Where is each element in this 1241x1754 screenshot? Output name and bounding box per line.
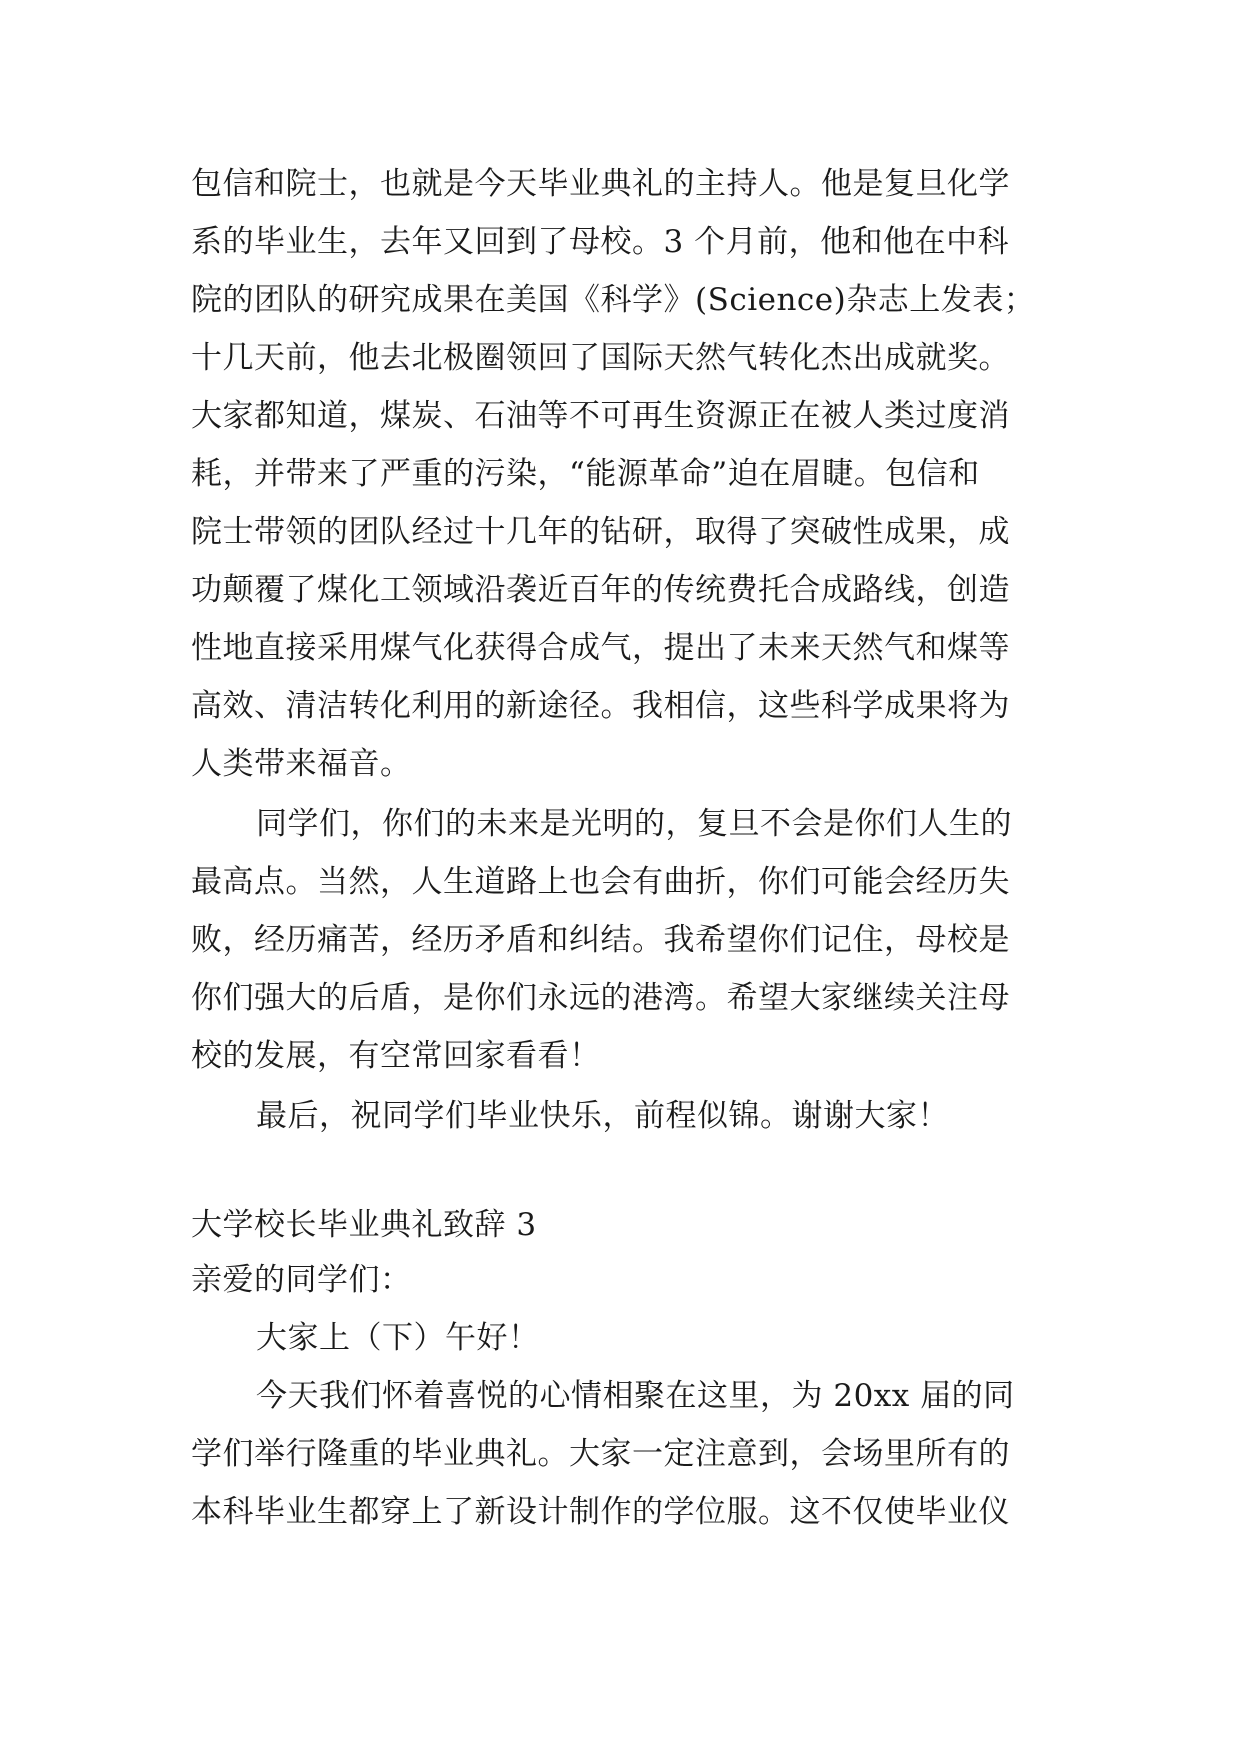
greeting-line: 大家上（下）午好！ <box>256 1320 540 1356</box>
body-text-line: 院的团队的研究成果在美国《科学》(Science)杂志上发表； <box>191 282 1036 318</box>
body-text-line: 败，经历痛苦，经历矛盾和纠结。我希望你们记住，母校是 <box>191 922 1010 958</box>
body-text-line: 大家都知道，煤炭、石油等不可再生资源正在被人类过度消 <box>191 398 1010 434</box>
body-text-line: 学们举行隆重的毕业典礼。大家一定注意到，会场里所有的 <box>191 1436 1010 1472</box>
body-text-line: 高效、清洁转化利用的新途径。我相信，这些科学成果将为 <box>191 688 1010 724</box>
body-text-line: 最高点。当然，人生道路上也会有曲折，你们可能会经历失 <box>191 864 1010 900</box>
body-text-line: 功颠覆了煤化工领域沿袭近百年的传统费托合成路线，创造 <box>191 572 1010 608</box>
body-text-line: 包信和院士，也就是今天毕业典礼的主持人。他是复旦化学 <box>191 166 1010 202</box>
body-text-line: 校的发展，有空常回家看看！ <box>191 1038 601 1074</box>
body-text-line: 本科毕业生都穿上了新设计制作的学位服。这不仅使毕业仪 <box>191 1494 1010 1530</box>
paragraph-first-line: 最后，祝同学们毕业快乐，前程似锦。谢谢大家！ <box>256 1098 949 1134</box>
body-text-line: 耗，并带来了严重的污染，“能源革命”迫在眉睫。包信和 <box>191 456 980 492</box>
body-text-line: 系的毕业生，去年又回到了母校。3 个月前，他和他在中科 <box>191 224 1010 260</box>
salutation: 亲爱的同学们： <box>191 1262 412 1298</box>
body-text-line: 人类带来福音。 <box>191 746 412 782</box>
body-text-line: 十几天前，他去北极圈领回了国际天然气转化杰出成就奖。 <box>191 340 1010 376</box>
paragraph-first-line: 同学们，你们的未来是光明的，复旦不会是你们人生的 <box>256 806 1012 842</box>
section-title: 大学校长毕业典礼致辞 3 <box>191 1207 537 1243</box>
body-text-line: 性地直接采用煤气化获得合成气，提出了未来天然气和煤等 <box>191 630 1010 666</box>
paragraph-first-line: 今天我们怀着喜悦的心情相聚在这里，为 20xx 届的同 <box>256 1378 1015 1414</box>
body-text-line: 院士带领的团队经过十几年的钻研，取得了突破性成果，成 <box>191 514 1010 550</box>
body-text-line: 你们强大的后盾，是你们永远的港湾。希望大家继续关注母 <box>191 980 1010 1016</box>
